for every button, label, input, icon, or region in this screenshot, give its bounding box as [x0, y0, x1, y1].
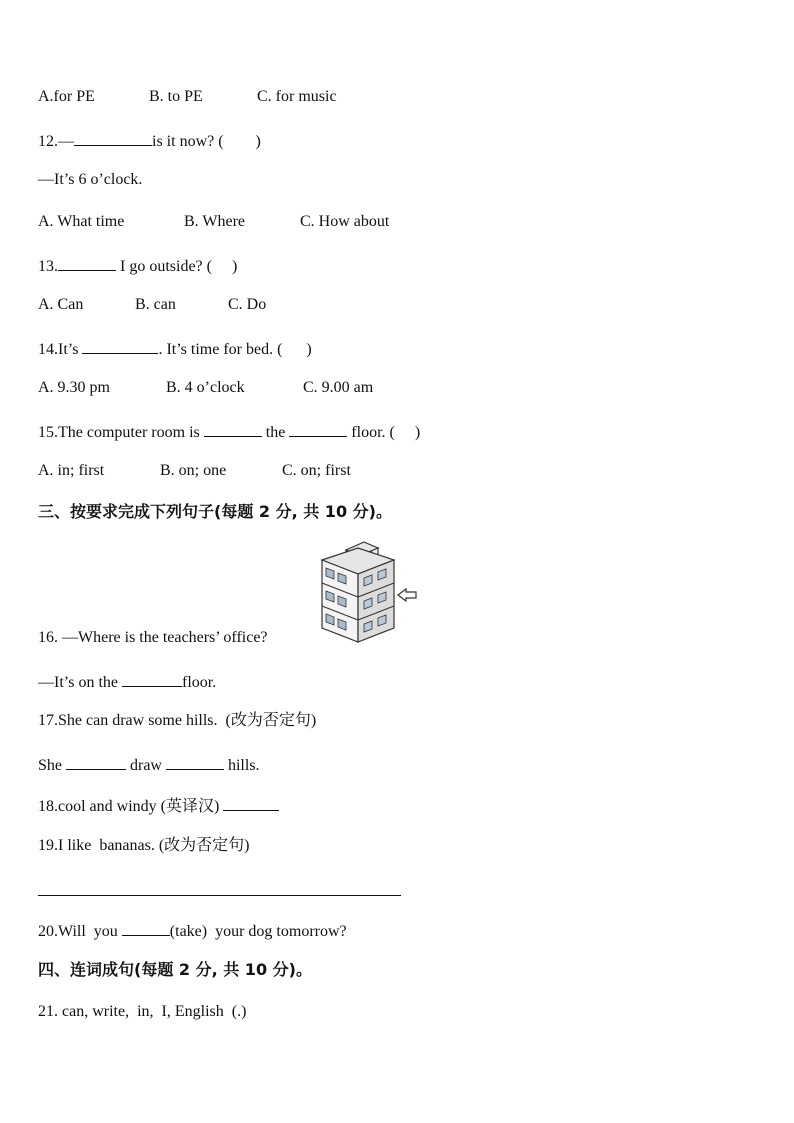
q15-prefix: 15.The computer room is: [38, 424, 204, 441]
q11-option-c: C. for music: [257, 88, 337, 105]
q17-answer-prefix: She: [38, 757, 66, 774]
q13-suffix: I go outside? ( ): [116, 258, 238, 275]
q11-option-b: B. to PE: [149, 88, 203, 105]
q17-answer-mid: draw: [126, 757, 166, 774]
q12-reply: —It’s 6 o’clock.: [38, 171, 143, 188]
q13-prefix: 13.: [38, 258, 58, 275]
q15-suffix: floor. ( ): [347, 424, 421, 441]
answer-blank[interactable]: [82, 337, 158, 354]
building-illustration: [316, 538, 420, 644]
q14-suffix: . It’s time for bed. ( ): [158, 341, 312, 358]
answer-blank[interactable]: [122, 670, 182, 687]
q17-answer-suffix: hills.: [223, 757, 260, 774]
q15-option-c: C. on; first: [282, 462, 351, 479]
q12-prefix: 12.—: [38, 133, 74, 150]
answer-blank[interactable]: [74, 129, 152, 146]
question-18: [38, 794, 279, 817]
q18-text: 18.cool and windy (英译汉): [38, 798, 224, 815]
question-12: [38, 129, 261, 152]
q17-answer: [38, 753, 260, 776]
q13-option-c: C. Do: [228, 296, 267, 313]
q12-option-b: B. Where: [184, 213, 246, 230]
q20-suffix: (take) your dog tomorrow?: [169, 923, 347, 940]
q12-option-a: A. What time: [38, 213, 125, 230]
q11-option-a: A.for PE: [38, 88, 95, 105]
q14-option-a: A. 9.30 pm: [38, 379, 110, 396]
question-13: [38, 254, 237, 277]
question-17: 17.She can draw some hills. (改为否定句): [38, 712, 317, 729]
question-15: [38, 420, 420, 443]
q14-option-c: C. 9.00 am: [303, 379, 374, 396]
q16-reply-prefix: —It’s on the: [38, 674, 122, 691]
q16-reply: [38, 670, 216, 693]
answer-blank[interactable]: [66, 753, 126, 770]
q12-option-c: C. How about: [300, 213, 390, 230]
question-21: 21. can, write, in, I, English (.): [38, 1003, 247, 1020]
section-4-title: 四、连词成句(每题 2 分, 共 10 分)。: [38, 960, 312, 979]
q14-prefix: 14.It’s: [38, 341, 83, 358]
answer-blank[interactable]: [204, 420, 262, 437]
question-20: [38, 919, 347, 942]
answer-blank[interactable]: [223, 794, 279, 811]
question-19: 19.I like bananas. (改为否定句): [38, 837, 250, 854]
answer-blank[interactable]: [289, 420, 347, 437]
q16-reply-suffix: floor.: [182, 674, 217, 691]
q20-prefix: 20.Will you: [38, 923, 122, 940]
q15-mid: the: [261, 424, 290, 441]
q15-option-b: B. on; one: [160, 462, 227, 479]
q13-option-b: B. can: [135, 296, 176, 313]
answer-line[interactable]: [38, 895, 401, 896]
q13-option-a: A. Can: [38, 296, 84, 313]
q14-option-b: B. 4 o’clock: [166, 379, 245, 396]
answer-blank[interactable]: [122, 919, 170, 936]
q15-option-a: A. in; first: [38, 462, 105, 479]
q12-suffix: is it now? ( ): [152, 133, 261, 150]
section-3-title: 三、按要求完成下列句子(每题 2 分, 共 10 分)。: [38, 502, 392, 521]
answer-blank[interactable]: [166, 753, 224, 770]
answer-blank[interactable]: [58, 254, 116, 271]
question-14: [38, 337, 312, 360]
question-16: 16. —Where is the teachers’ office?: [38, 629, 268, 646]
